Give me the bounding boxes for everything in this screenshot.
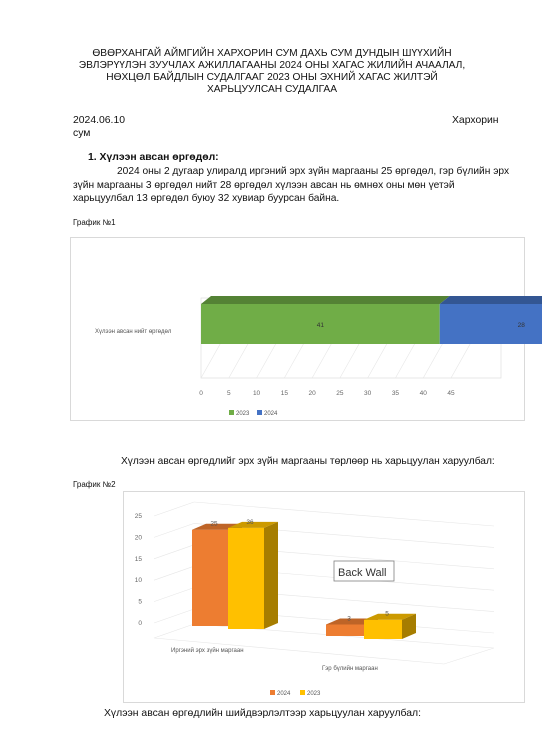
chart1-legend-swatch-2024 [257, 410, 262, 415]
chart1-data-label: 41 [316, 322, 324, 329]
chart2-frame [123, 491, 525, 703]
chart2-category-label-1: Иргэний эрх зүйн маргаан [171, 648, 244, 654]
chart2-tick-label: 0 [138, 620, 142, 627]
chart1-legend-label-2024: 2024 [264, 411, 278, 417]
chart2-gridline [154, 545, 194, 559]
chart1-data-label: 28 [517, 322, 525, 329]
title-line: НӨХЦӨЛ БАЙДЛЫН СУДАЛГААГ 2023 ОНЫ ЭХНИЙ ХАГАС ЖИЛТЭЙ [106, 72, 438, 83]
chart1-tick-label: 15 [280, 390, 288, 397]
chart1-tick-label: 0 [199, 390, 203, 397]
section2-paragraph: Хүлээн авсан өргөдлийг эрх зүйн маргааны төрлөөр нь харьцуулан харуулбал: [121, 456, 495, 467]
chart1-bar-top-2023 [201, 296, 450, 304]
chart2-legend-label-2023: 2023 [307, 691, 321, 697]
chart1-tick-label: 35 [391, 390, 400, 397]
chart2-category-label-2: Гэр бүлийн маргаан [322, 666, 378, 672]
chart1-legend-swatch-2023 [229, 410, 234, 415]
chart1-tick-label: 5 [226, 390, 231, 397]
chart1-tick-label: 20 [308, 390, 316, 397]
chart1-ticks [199, 390, 455, 397]
chart1-tick-label: 25 [336, 390, 344, 397]
chart2-gridline [154, 588, 194, 602]
chart2-tick-label: 10 [134, 577, 142, 585]
chart1-bar-2024 [440, 304, 542, 344]
chart2-gridline [154, 609, 194, 623]
chart1-category-label: Хүлээн авсан нийт өргөдөл [95, 329, 172, 335]
chart1-tick-label: 45 [447, 390, 455, 397]
chart2-tick-label: 5 [138, 598, 142, 606]
chart2-gridline [154, 523, 194, 537]
document-date: 2024.06.10 [73, 115, 126, 126]
chart2-tick-label: 15 [134, 555, 142, 563]
chart2-svg [124, 492, 524, 702]
chart2-data-label: 36 [246, 518, 254, 526]
chart1-tick-label: 40 [419, 390, 427, 397]
chart1-bar-top-2024 [440, 296, 542, 304]
chart2-legend-swatch-2024 [270, 690, 275, 695]
footer-paragraph: Хүлээн авсан өргөдлийн шийдвэрлэлтээр харьцуулан харуулбал: [104, 708, 421, 719]
chart2-gridline-back [194, 502, 494, 526]
section-heading: 1. Хүлээн авсан өргөдөл: [88, 152, 219, 163]
chart1-svg [71, 238, 524, 420]
chart2-gridline [154, 566, 194, 580]
chart1-frame [70, 237, 525, 421]
title-line: ӨВӨРХАНГАЙ АЙМГИЙН ХАРХОРИН СУМ ДАХЬ СУМ ДУНДЫН ШҮҮХИЙН [92, 48, 452, 59]
chart1-tick-label: 30 [364, 390, 372, 397]
chart2-data-label: 25 [210, 520, 218, 528]
title-line: ЭВЛЭРҮҮЛЭН ЗУУЧЛАХ АЖИЛЛАГААНЫ 2024 ОНЫ ХАГАС ЖИЛИЙН АЧААЛАЛ, [78, 60, 466, 71]
chart2-tick-label: 20 [134, 534, 142, 542]
chart2-bar-2024 [192, 530, 228, 626]
chart2-gridline [154, 502, 194, 516]
chart2-data-label: 5 [385, 610, 389, 618]
chart2-bar-2023 [364, 620, 402, 639]
chart1-legend-label-2023: 2023 [236, 411, 250, 417]
chart2-tick-label: 25 [134, 513, 142, 520]
chart2-caption: График №2 [73, 480, 116, 489]
chart1-caption: График №1 [73, 218, 116, 227]
chart1-bars [201, 296, 542, 344]
chart1-tick-label: 10 [252, 390, 261, 397]
chart2-bar-side-2023 [264, 522, 278, 629]
chart2-legend-swatch-2023 [300, 690, 305, 695]
chart2-bar-2023 [228, 528, 264, 629]
chart2-legend-label-2024: 2024 [277, 691, 291, 697]
section-paragraph: 2024 оны 2 дугаар улиралд иргэний эрх зүйн маргааны 25 өргөдөл, гэр бүлийн эрх зүйн маргааны 3 өргөдөл нийт 28 өргөдөл хүлээн авсан нь өмнөх оны мөн үетэй харьцуулбал 13 өргөдөл буюу 32 хувиар буурсан байна. [73, 166, 510, 204]
chart2-bar-2024 [326, 624, 364, 636]
chart2-ticks [135, 513, 143, 627]
chart2-data-label: 3 [347, 615, 351, 623]
document-title [62, 48, 482, 96]
document-place-suffix: сум [73, 128, 91, 139]
document-place: Хархорин [452, 115, 499, 126]
back-wall-tooltip-text: Back Wall [338, 567, 387, 579]
title-line: ХАРЬЦУУЛСАН СУДАЛГАА [206, 84, 338, 95]
chart2-floor [154, 624, 494, 664]
